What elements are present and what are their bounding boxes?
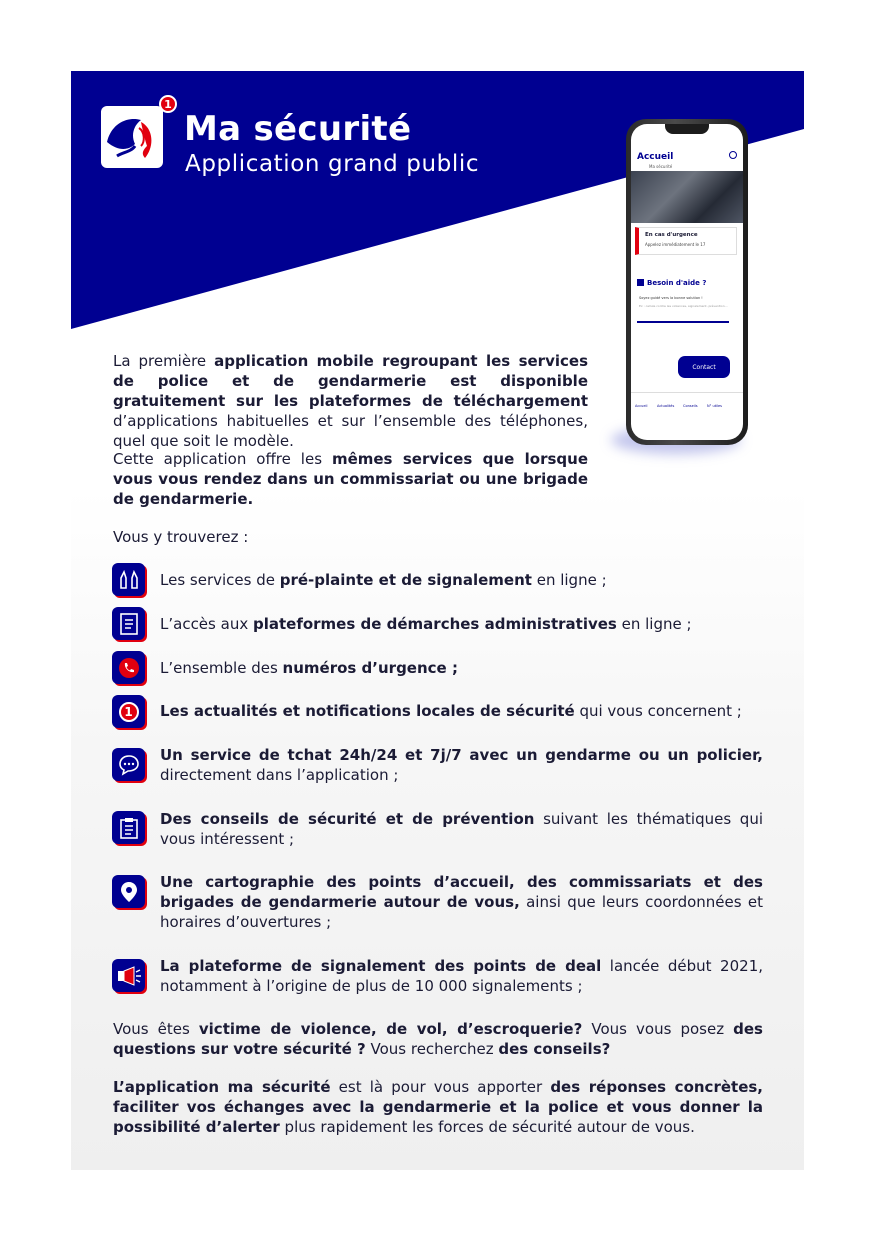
intro-paragraph-3 <box>113 527 588 547</box>
phone-notch <box>665 124 709 134</box>
feature-item <box>160 701 763 721</box>
settings-icon <box>729 151 737 159</box>
bold-text: Un service de tchat 24h/24 et 7j/7 avec un gendarme ou un policier, <box>160 746 763 764</box>
contact-button <box>678 356 730 378</box>
help-icon <box>637 279 644 286</box>
bold-text: pré-plainte et de signalement <box>279 571 532 589</box>
text-run: La première <box>113 352 215 370</box>
phone-mockup <box>626 119 748 445</box>
text-run: directement dans l’application ; <box>160 766 399 784</box>
feature-item <box>160 745 763 785</box>
text-run: L’ensemble des <box>160 659 283 677</box>
text-run: Vous y trouverez : <box>113 528 249 546</box>
feature-item <box>160 658 763 678</box>
screen-photo <box>631 171 743 223</box>
help-title: Besoin d'aide ? <box>647 279 707 287</box>
feature-item <box>160 809 763 849</box>
flyer-panel <box>71 71 804 1170</box>
help-placeholder: Ex : cellule contre les violences, signalement, prévention... <box>639 304 728 308</box>
app-title: Ma sécurité <box>184 109 412 149</box>
text-run: qui vous concernent ; <box>574 702 742 720</box>
logo-notification-badge: 1 <box>159 95 177 113</box>
text-run: est là pour vous apporter <box>330 1078 551 1096</box>
text-run: plus rapidement les forces de sécurité autour de vous. <box>279 1118 695 1136</box>
text-run: en ligne ; <box>616 615 692 633</box>
bold-text: victime de violence, de vol, d’escroquerie? <box>198 1020 583 1038</box>
bold-text: Les actualités et notifications locales de sécurité <box>160 702 575 720</box>
feature-item <box>160 872 763 932</box>
text-run: Vous recherchez <box>365 1040 499 1058</box>
marianne-icon <box>101 106 163 168</box>
bold-text: application mobile regroupant les services de police et de gendarmerie est disponible gratuitement sur les plateformes de téléchargement <box>113 352 588 410</box>
help-underline <box>637 321 729 323</box>
bold-text: des conseils? <box>498 1040 611 1058</box>
text-run: ainsi que leurs coordonnées et horaires d’ouvertures ; <box>160 893 763 931</box>
intro-paragraph-2 <box>113 449 588 509</box>
app-subtitle: Application grand public <box>185 151 480 177</box>
bold-text: plateformes de démarches administratives <box>252 615 617 633</box>
phone-screen <box>631 124 743 440</box>
text-run: suivant les thématiques qui vous intéressent ; <box>160 810 764 848</box>
bold-text: numéros d’urgence ; <box>282 659 458 677</box>
hands-icon <box>112 563 145 596</box>
help-text: Soyez guidé vers la bonne solution ! <box>639 296 703 300</box>
closing-paragraph-2 <box>113 1077 763 1137</box>
text-run: Cette application offre les <box>113 450 332 468</box>
text-run: en ligne ; <box>531 571 607 589</box>
text-run: lancée début 2021, notamment à l’origine de plus de 10 000 signalements ; <box>160 957 764 995</box>
bold-text: des questions sur votre sécurité ? <box>113 1020 763 1058</box>
bold-text: Des conseils de sécurité et de prévention <box>160 810 535 828</box>
bold-text: La plateforme de signalement des points de deal <box>160 957 602 975</box>
contact-label: Contact <box>692 363 716 371</box>
phone-icon <box>112 651 145 684</box>
urgent-text: Appelez immédiatement le 17 <box>645 242 706 247</box>
bold-text: L’application ma sécurité <box>113 1078 331 1096</box>
tab-bar <box>631 392 743 433</box>
feature-item <box>160 570 763 590</box>
feature-item <box>160 614 763 634</box>
map-pin-icon <box>112 875 145 908</box>
notification-badge: 1 <box>119 702 139 722</box>
bold-text: des réponses concrètes, faciliter vos échanges avec la gendarmerie et la police et vous donner la possibilité d’alerter <box>113 1078 763 1136</box>
chat-icon <box>112 748 145 781</box>
tab-numeros: N° utiles <box>707 404 722 408</box>
tab-accueil: Accueil <box>635 404 648 408</box>
urgent-title: En cas d'urgence <box>645 232 698 238</box>
feature-item <box>160 956 763 996</box>
screen-subtitle: Ma sécurité <box>649 164 673 169</box>
megaphone-icon <box>112 959 145 992</box>
document-icon <box>112 607 145 640</box>
notification-icon <box>112 695 145 728</box>
tab-conseils: Conseils <box>683 404 698 408</box>
text-run: d’applications habituelles et sur l’ensemble des téléphones, quel que soit le modèle. <box>113 412 588 450</box>
text-run: Les services de <box>160 571 280 589</box>
clipboard-icon <box>112 811 145 844</box>
text-run: L’accès aux <box>160 615 253 633</box>
closing-paragraph-1 <box>113 1019 763 1059</box>
intro-paragraph-1 <box>113 351 588 451</box>
text-run: Vous êtes <box>113 1020 199 1038</box>
app-logo <box>96 101 168 173</box>
text-run: Vous vous posez <box>582 1020 734 1038</box>
tab-actualites: Actualités <box>657 404 675 408</box>
screen-title: Accueil <box>637 152 674 162</box>
bold-text: mêmes services que lorsque vous vous rendez dans un commissariat ou une brigade de gendarmerie. <box>113 450 588 508</box>
bold-text: Une cartographie des points d’accueil, des commissariats et des brigades de gendarmerie autour de vous, <box>160 873 763 911</box>
